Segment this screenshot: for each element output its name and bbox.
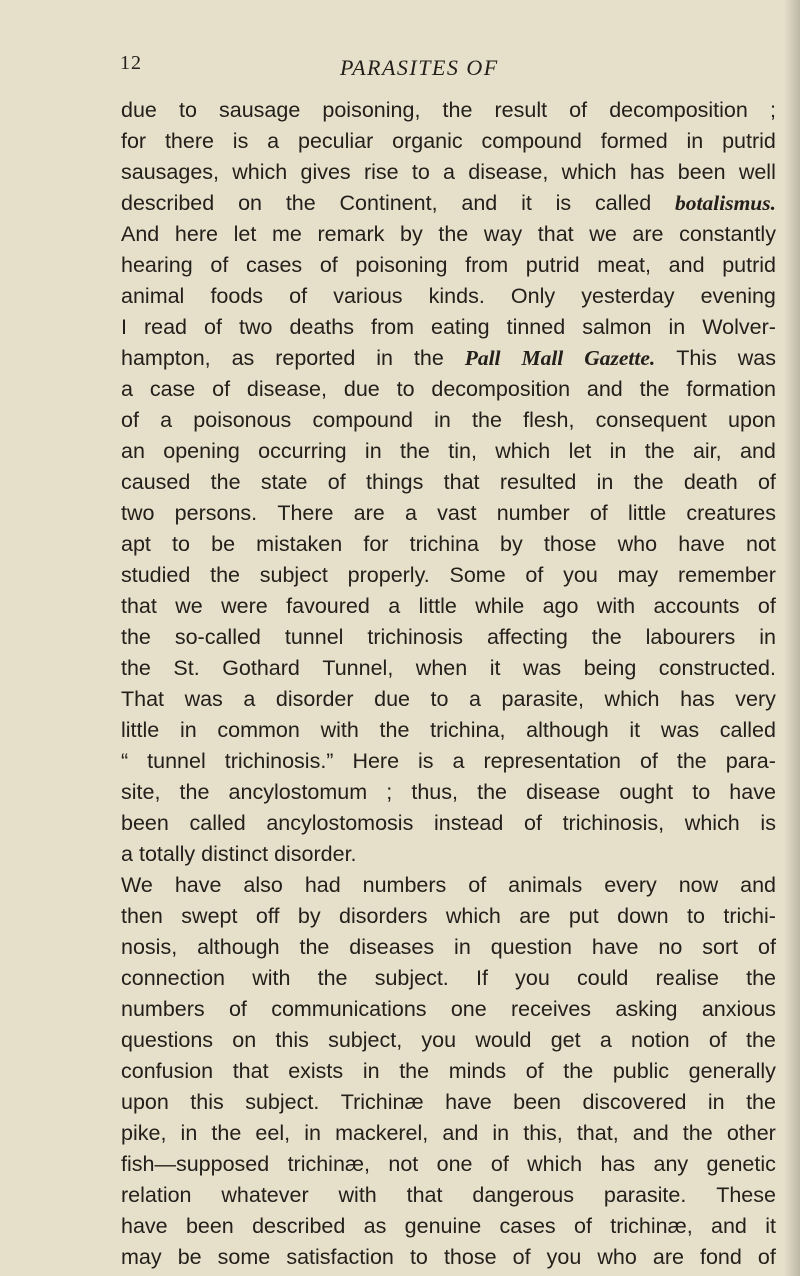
text-line: due to sausage poisoning, the result of decomposition ; xyxy=(121,98,776,122)
text-line: a totally distinct disorder. xyxy=(121,842,357,866)
text-line: connection with the subject. If you could realise the xyxy=(121,966,776,990)
text-line: sausages, which gives rise to a disease, which has been well xyxy=(121,160,776,184)
text-line: for there is a peculiar organic compound formed in putrid xyxy=(121,129,776,153)
page-number: 12 xyxy=(120,52,142,74)
text-line: of a poisonous compound in the flesh, consequent upon xyxy=(121,408,776,432)
text-line: hearing of cases of poisoning from putrid meat, and putrid xyxy=(121,253,776,277)
text-line: relation whatever with that dangerous parasite. These xyxy=(121,1183,776,1207)
text-line: little in common with the trichina, although it was called xyxy=(121,718,776,742)
body-text xyxy=(121,95,776,1273)
text-line: “ tunnel trichinosis.” Here is a representation of the para- xyxy=(121,749,776,773)
text-line: fish—supposed trichinæ, not one of which has any genetic xyxy=(121,1152,776,1176)
text-line: I read of two deaths from eating tinned salmon in Wolver- xyxy=(121,315,776,339)
text-line: animal foods of various kinds. Only yesterday evening xyxy=(121,284,776,308)
text-line: have been described as genuine cases of trichinæ, and it xyxy=(121,1214,776,1238)
text-line: site, the ancylostomum ; thus, the disease ought to have xyxy=(121,780,776,804)
text-line: confusion that exists in the minds of the public generally xyxy=(121,1059,776,1083)
text-line: may be some satisfaction to those of you who are fond of xyxy=(121,1245,776,1269)
text-line: caused the state of things that resulted in the death of xyxy=(121,470,776,494)
running-head: PARASITES OF xyxy=(340,55,499,80)
text-line: apt to be mistaken for trichina by those who have not xyxy=(121,532,776,556)
page-header xyxy=(0,52,800,88)
text-line: two persons. There are a vast number of little creatures xyxy=(121,501,776,525)
text-line: hampton, as reported in the Pall Mall Gazette. This was xyxy=(121,346,776,370)
text-line: upon this subject. Trichinæ have been discovered in the xyxy=(121,1090,776,1114)
text-line: then swept off by disorders which are put down to trichi- xyxy=(121,904,776,928)
text-line: been called ancylostomosis instead of trichinosis, which is xyxy=(121,811,776,835)
page-edge-shadow xyxy=(784,0,800,1276)
text-line: numbers of communications one receives asking anxious xyxy=(121,997,776,1021)
text-line: That was a disorder due to a parasite, which has very xyxy=(121,687,776,711)
text-line: the St. Gothard Tunnel, when it was being constructed. xyxy=(121,656,776,680)
text-line: an opening occurring in the tin, which let in the air, and xyxy=(121,439,776,463)
text-line: And here let me remark by the way that we are constantly xyxy=(121,222,776,246)
text-line: nosis, although the diseases in question have no sort of xyxy=(121,935,776,959)
text-line: described on the Continent, and it is called botalismus. xyxy=(121,191,776,215)
text-line: studied the subject properly. Some of you may remember xyxy=(121,563,776,587)
text-line: the so-called tunnel trichinosis affecting the labourers in xyxy=(121,625,776,649)
text-line: We have also had numbers of animals every now and xyxy=(121,873,776,897)
text-line: that we were favoured a little while ago with accounts of xyxy=(121,594,776,618)
text-line: questions on this subject, you would get a notion of the xyxy=(121,1028,776,1052)
text-line: a case of disease, due to decomposition and the formation xyxy=(121,377,776,401)
text-line: pike, in the eel, in mackerel, and in this, that, and the other xyxy=(121,1121,776,1145)
